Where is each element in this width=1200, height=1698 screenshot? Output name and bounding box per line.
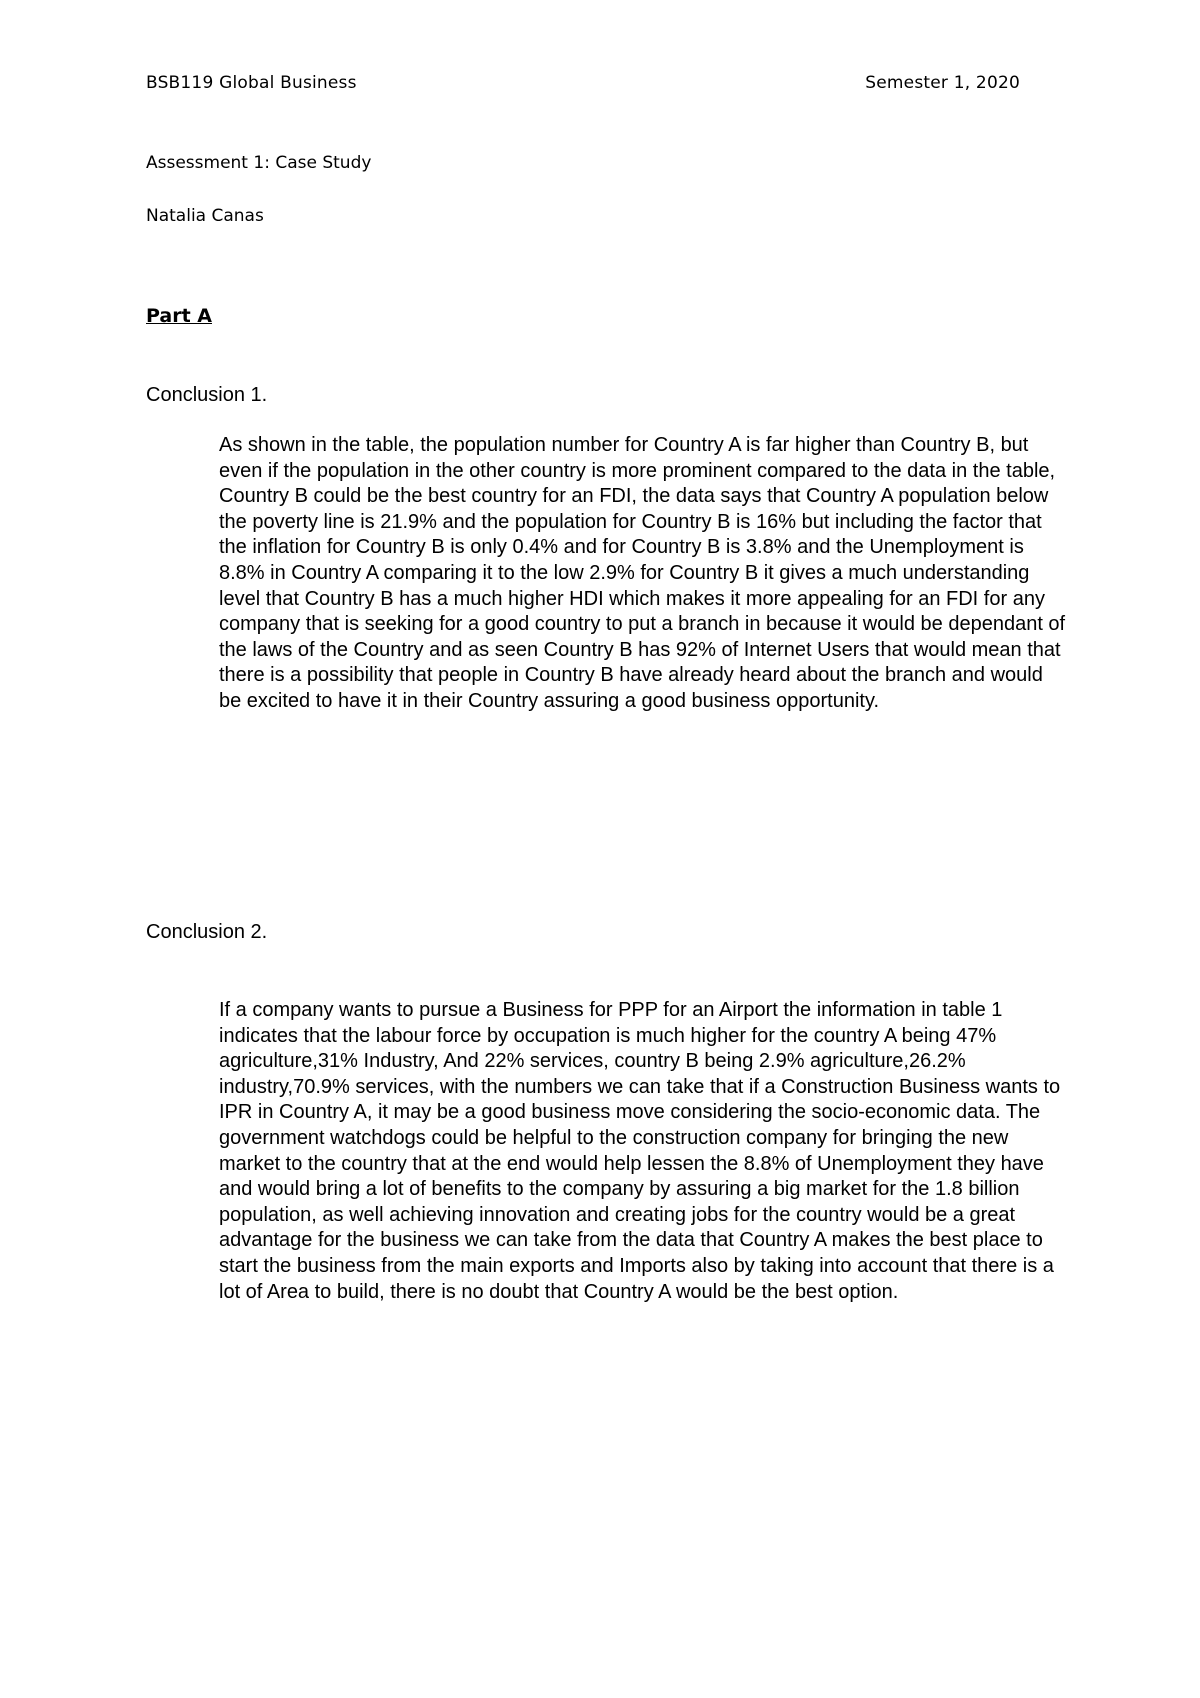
part-heading: Part A	[146, 305, 213, 327]
conclusion-1-heading: Conclusion 1.	[146, 384, 268, 406]
conclusion-2-heading: Conclusion 2.	[146, 921, 268, 943]
conclusion-2-body: If a company wants to pursue a Business for PPP for an Airport the information in table 1 indicates that the labour force by occupation is much higher for the country A being 47% agriculture,31% Industry, And 22% services, country B being 2.9% agriculture,26.2% industry,70.9% services, with the numbers we can take that if a Construction Business wants to IPR in Country A, it may be a good business move considering the socio-economic data. The government watchdogs could be helpful to the construction company for bringing the new market to the country that at the end would help lessen the 8.8% of Unemployment they have and would bring a lot of benefits to the company by assuring a big market for the 1.8 billion population, as well achieving innovation and creating jobs for the country would be a great advantage for the business we can take from the data that Country A makes the best place to start the business from the main exports and Imports also by taking into account that there is a lot of Area to build, there is no doubt that Country A would be the best option.	[219, 999, 1061, 1303]
course-title: BSB119 Global Business	[146, 73, 357, 93]
semester-label: Semester 1, 2020	[865, 73, 1020, 93]
conclusion-1-body: As shown in the table, the population number for Country A is far higher than Country B, but even if the population in the other country is more prominent compared to the data in the table, Country B could be the best country for an FDI, the data says that Country A population below the poverty line is 21.9% and the population for Country B is 16% but including the factor that the inflation for Country B is only 0.4% and for Country B is 3.8% and the Unemployment is 8.8% in Country A comparing it to the low 2.9% for Country B it gives a much understanding level that Country B has a much higher HDI which makes it more appealing for an FDI for any company that is seeking for a good country to put a branch in because it would be dependant of the laws of the Country and as seen Country B has 92% of Internet Users that would mean that there is a possibility that people in Country B have already heard about the branch and would be excited to have it in their Country assuring a good business opportunity.	[219, 434, 1066, 712]
author-name: Natalia Canas	[146, 206, 264, 226]
assessment-title: Assessment 1: Case Study	[146, 153, 372, 173]
